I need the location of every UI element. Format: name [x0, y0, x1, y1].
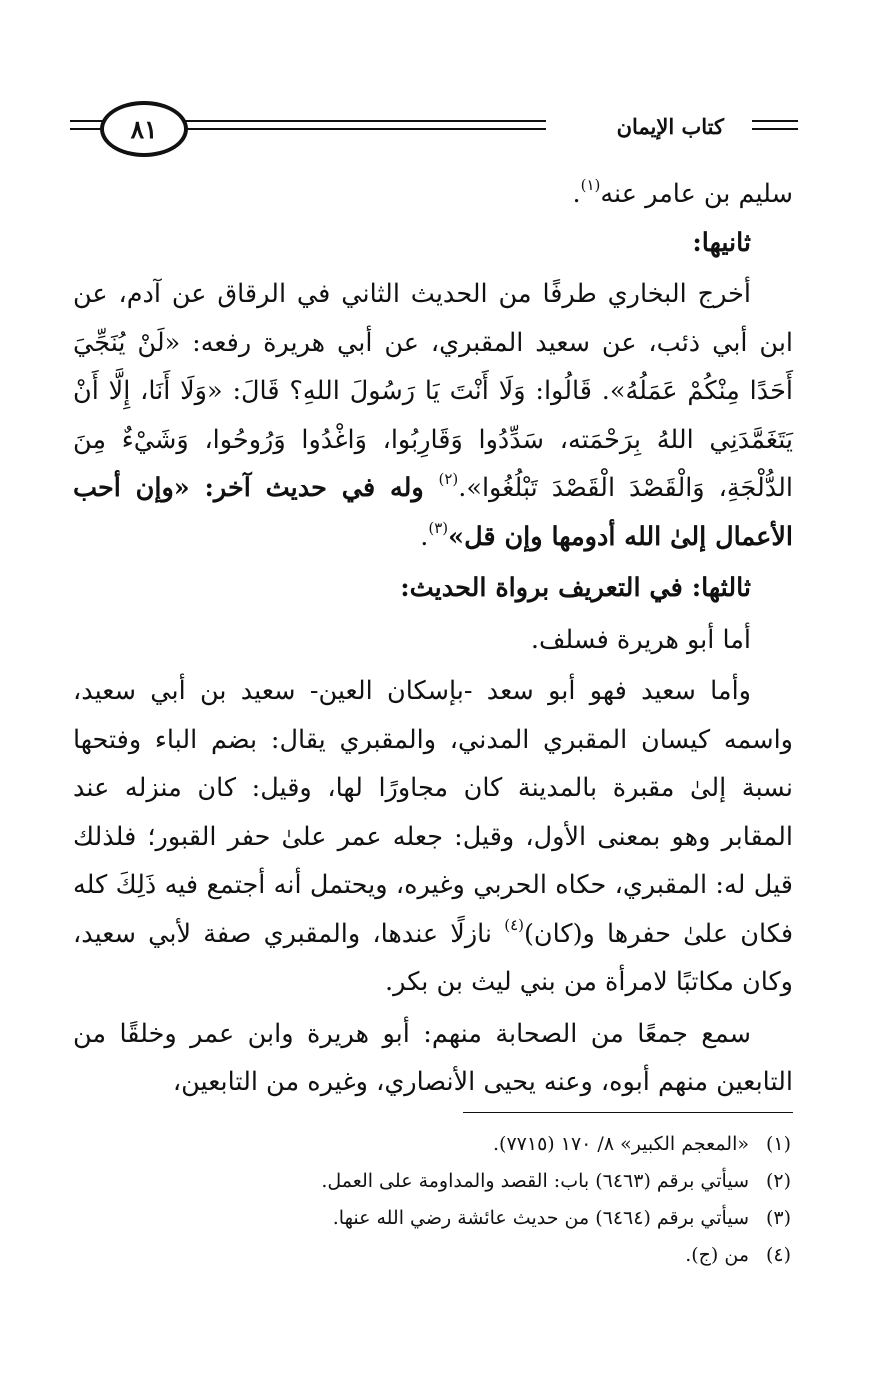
- header-rule-left-top: [70, 120, 104, 122]
- footnote-item: [91, 1163, 791, 1200]
- footnote-text: من (ج).: [685, 1244, 749, 1266]
- page-number-badge: [100, 101, 188, 157]
- footnote-item: [91, 1126, 791, 1163]
- paragraph-1-end: .: [572, 179, 581, 209]
- footnote-item: [91, 1237, 791, 1274]
- paragraph-4: [73, 667, 793, 1007]
- footnotes: [91, 1126, 791, 1274]
- footnote-number: (٢): [765, 1170, 791, 1192]
- footnote-number: (١): [765, 1133, 791, 1155]
- footnote-text: «المعجم الكبير» ٨/ ١٧٠ (٧٧١٥).: [493, 1133, 749, 1155]
- footnote-ref-1: (١): [580, 176, 601, 194]
- header-rule-right-bottom: [752, 128, 798, 130]
- heading-third: ثالثها: في التعريف برواة الحديث:: [400, 573, 751, 603]
- header-rule-right-top: [752, 120, 798, 122]
- main-text: [73, 170, 793, 1107]
- footnote-item: [91, 1200, 791, 1237]
- footnote-ref-2: (٢): [438, 470, 459, 488]
- footnote-divider: [463, 1112, 793, 1113]
- paragraph-2-end: .: [420, 521, 429, 552]
- page-number: ٨١: [130, 114, 158, 144]
- paragraph-4-text-a: وأما سعيد فهو أبو سعد -بإسكان العين- سعيد بن أبي سعيد، واسمه كيسان المقبري المدني، والمقبري يقال: بضم الباء وفتحها نسبة إلىٰ مقبرة بالمدينة كان مجاورًا لها، وقيل: كان منزله عند المقابر وهو بمعنى الأول، وقيل: جعله عمر علىٰ حفر القبور؛ فلذلك قيل له: المقبري، حكاه الحربي وغيره، ويحتمل أنه أجتمع فيه ذَلِكَ كله فكان علىٰ حفرها و(كان): [73, 676, 794, 949]
- header-rule-middle-bottom: [180, 128, 546, 130]
- paragraph-4-text-b: نازلًا عندها، والمقبري صفة لأبي سعيد، وكان مكاتبًا لامرأة من بني ليث بن بكر.: [73, 918, 793, 997]
- paragraph-2: [73, 270, 793, 561]
- chapter-title: كتاب الإيمان: [616, 114, 724, 139]
- footnote-number: (٣): [765, 1207, 791, 1229]
- paragraph-2-text-b: وله في حديث آخر: «وإن أحب الأعمال إلىٰ الله أدومها وإن قل»: [73, 473, 793, 552]
- heading-second: ثانيها:: [692, 227, 751, 258]
- footnote-ref-3: (٣): [428, 518, 449, 537]
- paragraph-5: سمع جمعًا من الصحابة منهم: أبو هريرة وابن عمر وخلقًا من التابعين منهم أبوه، وعنه يحيى الأنصاري، وغيره من التابعين،: [73, 1018, 793, 1097]
- header-rule-middle-top: [180, 120, 546, 122]
- footnote-ref-4: (٤): [504, 915, 524, 934]
- paragraph-1-text: سليم بن عامر عنه: [600, 179, 793, 209]
- footnote-text: سيأتي برقم (٦٤٦٤) من حديث عائشة رضي الله عنها.: [332, 1207, 749, 1229]
- paragraph-2-text-a: أخرج البخاري طرفًا من الحديث الثاني في الرقاق عن آدم، عن ابن أبي ذئب، عن سعيد المقبري، عن أبي هريرة رفعه: «لَنْ يُنَجِّيَ أَحَدًا مِنْكُمْ عَمَلُهُ». قَالُوا: وَلَا أَنْتَ يَا رَسُولَ اللهِ؟ قَالَ: «وَلَا أَنَا، إِلَّا أَنْ يَتَغَمَّدَنِي اللهُ بِرَحْمَته، سَدِّدُوا وَقَارِبُوا، وَاغْدُوا وَرُوحُوا، وَشَيْءٌ مِنَ الدُّلْجَةِ، وَالْقَصْدَ الْقَصْدَ تَبْلُغُوا».: [73, 279, 793, 503]
- paragraph-1: [73, 170, 793, 219]
- page-header: [70, 92, 798, 164]
- header-rule-left-bottom: [70, 128, 104, 130]
- footnote-text: سيأتي برقم (٦٤٦٣) باب: القصد والمداومة على العمل.: [321, 1170, 749, 1192]
- paragraph-3: أما أبو هريرة فسلف.: [530, 624, 751, 655]
- footnote-number: (٤): [765, 1244, 791, 1266]
